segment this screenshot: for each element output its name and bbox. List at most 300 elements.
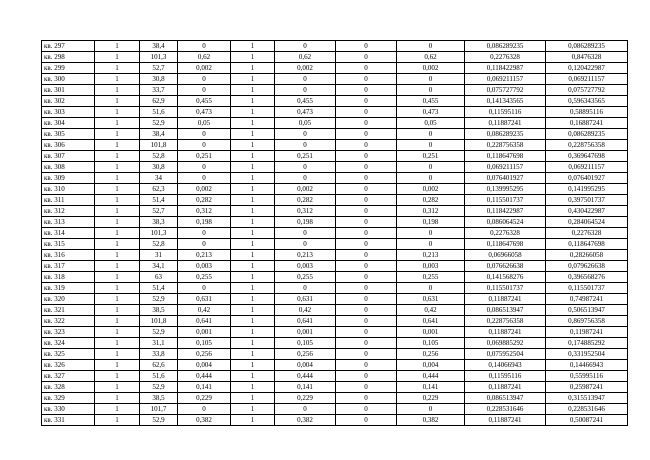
cell-value-d: 0 xyxy=(397,283,465,294)
cell-value-d: 0,001 xyxy=(397,327,465,338)
cell-value-c: 0 xyxy=(336,118,397,129)
cell-value-a: 0 xyxy=(178,228,231,239)
cell-total: 0,228756358 xyxy=(546,140,628,151)
table-row xyxy=(42,85,628,96)
cell-count: 1 xyxy=(95,206,140,217)
cell-apartment: кв. 328 xyxy=(42,382,95,393)
cell-value-b: 0 xyxy=(275,404,336,415)
cell-coef: 1 xyxy=(231,96,275,107)
cell-apartment: кв. 307 xyxy=(42,151,95,162)
table-row xyxy=(42,404,628,415)
cell-value-e: 0,086289235 xyxy=(465,129,546,140)
cell-coef: 1 xyxy=(231,217,275,228)
cell-value-b: 0,382 xyxy=(275,415,336,426)
cell-total: 0,28266058 xyxy=(546,250,628,261)
cell-value-d: 0,002 xyxy=(397,184,465,195)
cell-apartment: кв. 329 xyxy=(42,393,95,404)
cell-value-d: 0,382 xyxy=(397,415,465,426)
cell-area: 31,1 xyxy=(140,338,178,349)
cell-total: 0,430422987 xyxy=(546,206,628,217)
cell-value-d: 0,002 xyxy=(397,63,465,74)
cell-count: 1 xyxy=(95,162,140,173)
cell-value-d: 0,05 xyxy=(397,118,465,129)
cell-coef: 1 xyxy=(231,261,275,272)
cell-value-b: 0 xyxy=(275,283,336,294)
cell-total: 0,50087241 xyxy=(546,415,628,426)
cell-count: 1 xyxy=(95,52,140,63)
cell-total: 0,174885292 xyxy=(546,338,628,349)
cell-value-b: 0 xyxy=(275,129,336,140)
cell-value-d: 0,105 xyxy=(397,338,465,349)
cell-value-d: 0,004 xyxy=(397,360,465,371)
cell-value-a: 0,05 xyxy=(178,118,231,129)
cell-value-d: 0 xyxy=(397,85,465,96)
cell-coef: 1 xyxy=(231,360,275,371)
cell-value-e: 0,086513947 xyxy=(465,305,546,316)
cell-value-e: 0,139995295 xyxy=(465,184,546,195)
cell-count: 1 xyxy=(95,85,140,96)
cell-area: 38,4 xyxy=(140,129,178,140)
cell-coef: 1 xyxy=(231,404,275,415)
cell-value-a: 0,382 xyxy=(178,415,231,426)
table-row xyxy=(42,239,628,250)
cell-value-e: 0,069211157 xyxy=(465,74,546,85)
cell-area: 62,3 xyxy=(140,184,178,195)
cell-area: 101,8 xyxy=(140,140,178,151)
cell-coef: 1 xyxy=(231,415,275,426)
cell-coef: 1 xyxy=(231,118,275,129)
cell-total: 0,069211157 xyxy=(546,162,628,173)
table-row xyxy=(42,41,628,52)
cell-count: 1 xyxy=(95,349,140,360)
cell-area: 34,1 xyxy=(140,261,178,272)
table-row xyxy=(42,140,628,151)
cell-value-c: 0 xyxy=(336,74,397,85)
cell-value-c: 0 xyxy=(336,107,397,118)
cell-value-a: 0 xyxy=(178,404,231,415)
cell-count: 1 xyxy=(95,107,140,118)
cell-total: 0,284064524 xyxy=(546,217,628,228)
cell-value-e: 0,075727792 xyxy=(465,85,546,96)
table-row xyxy=(42,63,628,74)
cell-area: 52,9 xyxy=(140,294,178,305)
cell-value-e: 0,118647698 xyxy=(465,151,546,162)
cell-apartment: кв. 331 xyxy=(42,415,95,426)
table-row xyxy=(42,195,628,206)
cell-value-c: 0 xyxy=(336,206,397,217)
cell-total: 0,58895116 xyxy=(546,107,628,118)
cell-count: 1 xyxy=(95,96,140,107)
table-row xyxy=(42,305,628,316)
cell-apartment: кв. 305 xyxy=(42,129,95,140)
cell-apartment: кв. 300 xyxy=(42,74,95,85)
cell-value-c: 0 xyxy=(336,96,397,107)
cell-value-b: 0 xyxy=(275,162,336,173)
cell-coef: 1 xyxy=(231,338,275,349)
cell-value-d: 0 xyxy=(397,404,465,415)
cell-area: 52,8 xyxy=(140,151,178,162)
cell-apartment: кв. 314 xyxy=(42,228,95,239)
cell-area: 33,8 xyxy=(140,349,178,360)
cell-total: 0,74987241 xyxy=(546,294,628,305)
cell-total: 0,118647698 xyxy=(546,239,628,250)
cell-area: 31 xyxy=(140,250,178,261)
cell-count: 1 xyxy=(95,294,140,305)
cell-count: 1 xyxy=(95,140,140,151)
cell-value-a: 0 xyxy=(178,85,231,96)
table-row xyxy=(42,173,628,184)
cell-count: 1 xyxy=(95,41,140,52)
cell-coef: 1 xyxy=(231,327,275,338)
cell-apartment: кв. 326 xyxy=(42,360,95,371)
cell-value-d: 0,473 xyxy=(397,107,465,118)
cell-value-b: 0,213 xyxy=(275,250,336,261)
cell-coef: 1 xyxy=(231,305,275,316)
cell-value-e: 0,06966058 xyxy=(465,250,546,261)
cell-value-c: 0 xyxy=(336,415,397,426)
table-row xyxy=(42,250,628,261)
cell-value-d: 0,003 xyxy=(397,261,465,272)
cell-value-b: 0,141 xyxy=(275,382,336,393)
cell-area: 38,5 xyxy=(140,305,178,316)
cell-value-e: 0,118422987 xyxy=(465,206,546,217)
cell-value-e: 0,086513947 xyxy=(465,393,546,404)
cell-value-a: 0 xyxy=(178,129,231,140)
cell-total: 0,16887241 xyxy=(546,118,628,129)
cell-value-c: 0 xyxy=(336,162,397,173)
cell-value-c: 0 xyxy=(336,239,397,250)
cell-value-a: 0,455 xyxy=(178,96,231,107)
cell-count: 1 xyxy=(95,327,140,338)
cell-value-a: 0 xyxy=(178,173,231,184)
table-row xyxy=(42,316,628,327)
cell-value-e: 0,115501737 xyxy=(465,195,546,206)
cell-value-d: 0,198 xyxy=(397,217,465,228)
cell-value-b: 0,05 xyxy=(275,118,336,129)
cell-coef: 1 xyxy=(231,195,275,206)
cell-count: 1 xyxy=(95,129,140,140)
cell-area: 38,3 xyxy=(140,217,178,228)
cell-value-c: 0 xyxy=(336,41,397,52)
cell-total: 0,076401927 xyxy=(546,173,628,184)
cell-coef: 1 xyxy=(231,184,275,195)
cell-coef: 1 xyxy=(231,272,275,283)
cell-value-e: 0,086289235 xyxy=(465,41,546,52)
cell-apartment: кв. 323 xyxy=(42,327,95,338)
cell-value-d: 0,62 xyxy=(397,52,465,63)
cell-value-a: 0,42 xyxy=(178,305,231,316)
table-row xyxy=(42,107,628,118)
cell-coef: 1 xyxy=(231,382,275,393)
cell-total: 0,25987241 xyxy=(546,382,628,393)
cell-value-a: 0,213 xyxy=(178,250,231,261)
cell-total: 0,8476328 xyxy=(546,52,628,63)
cell-value-b: 0,198 xyxy=(275,217,336,228)
cell-apartment: кв. 310 xyxy=(42,184,95,195)
cell-count: 1 xyxy=(95,173,140,184)
cell-value-e: 0,118647698 xyxy=(465,239,546,250)
table-row xyxy=(42,393,628,404)
cell-area: 30,8 xyxy=(140,162,178,173)
cell-value-b: 0,455 xyxy=(275,96,336,107)
cell-apartment: кв. 313 xyxy=(42,217,95,228)
cell-value-e: 0,076401927 xyxy=(465,173,546,184)
cell-value-c: 0 xyxy=(336,250,397,261)
cell-area: 30,8 xyxy=(140,74,178,85)
cell-total: 0,396568276 xyxy=(546,272,628,283)
cell-count: 1 xyxy=(95,415,140,426)
cell-value-a: 0,473 xyxy=(178,107,231,118)
cell-value-d: 0 xyxy=(397,239,465,250)
cell-value-e: 0,11887241 xyxy=(465,382,546,393)
cell-total: 0,120422987 xyxy=(546,63,628,74)
cell-area: 52,9 xyxy=(140,118,178,129)
cell-value-d: 0,229 xyxy=(397,393,465,404)
cell-value-b: 0 xyxy=(275,239,336,250)
cell-value-d: 0 xyxy=(397,41,465,52)
cell-value-d: 0 xyxy=(397,173,465,184)
cell-value-b: 0 xyxy=(275,85,336,96)
cell-value-d: 0,312 xyxy=(397,206,465,217)
cell-value-b: 0,631 xyxy=(275,294,336,305)
cell-coef: 1 xyxy=(231,316,275,327)
cell-value-b: 0,256 xyxy=(275,349,336,360)
cell-total: 0,315513947 xyxy=(546,393,628,404)
cell-area: 63 xyxy=(140,272,178,283)
cell-count: 1 xyxy=(95,393,140,404)
cell-value-e: 0,076626638 xyxy=(465,261,546,272)
cell-count: 1 xyxy=(95,272,140,283)
cell-value-e: 0,069211157 xyxy=(465,162,546,173)
cell-total: 0,14466943 xyxy=(546,360,628,371)
cell-value-a: 0,003 xyxy=(178,261,231,272)
cell-value-a: 0 xyxy=(178,74,231,85)
cell-area: 38,4 xyxy=(140,41,178,52)
cell-count: 1 xyxy=(95,261,140,272)
cell-coef: 1 xyxy=(231,52,275,63)
table-row xyxy=(42,360,628,371)
cell-value-c: 0 xyxy=(336,173,397,184)
cell-value-c: 0 xyxy=(336,349,397,360)
cell-total: 0,55995116 xyxy=(546,371,628,382)
cell-area: 62,6 xyxy=(140,360,178,371)
cell-value-a: 0 xyxy=(178,283,231,294)
cell-value-d: 0,251 xyxy=(397,151,465,162)
cell-value-d: 0 xyxy=(397,228,465,239)
cell-value-a: 0,312 xyxy=(178,206,231,217)
cell-total: 0,397501737 xyxy=(546,195,628,206)
cell-value-e: 0,115501737 xyxy=(465,283,546,294)
cell-value-a: 0,255 xyxy=(178,272,231,283)
table-row xyxy=(42,349,628,360)
cell-value-c: 0 xyxy=(336,272,397,283)
cell-value-c: 0 xyxy=(336,316,397,327)
cell-value-c: 0 xyxy=(336,151,397,162)
cell-value-d: 0,255 xyxy=(397,272,465,283)
cell-value-d: 0,282 xyxy=(397,195,465,206)
cell-value-b: 0,255 xyxy=(275,272,336,283)
cell-coef: 1 xyxy=(231,41,275,52)
cell-value-d: 0,141 xyxy=(397,382,465,393)
cell-value-b: 0,003 xyxy=(275,261,336,272)
document-sheet xyxy=(41,40,628,426)
data-table xyxy=(41,40,628,426)
cell-value-e: 0,11887241 xyxy=(465,415,546,426)
cell-coef: 1 xyxy=(231,151,275,162)
cell-apartment: кв. 330 xyxy=(42,404,95,415)
cell-area: 52,9 xyxy=(140,415,178,426)
cell-value-c: 0 xyxy=(336,129,397,140)
table-row xyxy=(42,118,628,129)
table-row xyxy=(42,327,628,338)
cell-value-b: 0 xyxy=(275,41,336,52)
cell-value-c: 0 xyxy=(336,184,397,195)
table-row xyxy=(42,217,628,228)
cell-value-d: 0,641 xyxy=(397,316,465,327)
cell-value-c: 0 xyxy=(336,261,397,272)
cell-total: 0,869756358 xyxy=(546,316,628,327)
cell-value-c: 0 xyxy=(336,382,397,393)
cell-coef: 1 xyxy=(231,74,275,85)
cell-count: 1 xyxy=(95,217,140,228)
cell-total: 0,141995295 xyxy=(546,184,628,195)
cell-apartment: кв. 312 xyxy=(42,206,95,217)
cell-coef: 1 xyxy=(231,349,275,360)
cell-total: 0,506513947 xyxy=(546,305,628,316)
cell-value-c: 0 xyxy=(336,305,397,316)
cell-value-a: 0,105 xyxy=(178,338,231,349)
cell-total: 0,596343565 xyxy=(546,96,628,107)
cell-value-a: 0,444 xyxy=(178,371,231,382)
table-row xyxy=(42,52,628,63)
table-row xyxy=(42,74,628,85)
cell-value-b: 0 xyxy=(275,173,336,184)
cell-coef: 1 xyxy=(231,239,275,250)
cell-coef: 1 xyxy=(231,107,275,118)
table-row xyxy=(42,261,628,272)
cell-value-e: 0,2276328 xyxy=(465,228,546,239)
cell-count: 1 xyxy=(95,74,140,85)
cell-area: 51,4 xyxy=(140,195,178,206)
cell-value-a: 0,641 xyxy=(178,316,231,327)
table-row xyxy=(42,382,628,393)
cell-value-a: 0,002 xyxy=(178,184,231,195)
cell-total: 0,2276328 xyxy=(546,228,628,239)
cell-count: 1 xyxy=(95,184,140,195)
cell-value-e: 0,11887241 xyxy=(465,327,546,338)
cell-value-c: 0 xyxy=(336,393,397,404)
cell-total: 0,11987241 xyxy=(546,327,628,338)
cell-count: 1 xyxy=(95,404,140,415)
cell-value-e: 0,141568276 xyxy=(465,272,546,283)
cell-count: 1 xyxy=(95,283,140,294)
table-row xyxy=(42,415,628,426)
table-row xyxy=(42,184,628,195)
cell-area: 52,9 xyxy=(140,327,178,338)
cell-count: 1 xyxy=(95,371,140,382)
cell-coef: 1 xyxy=(231,129,275,140)
cell-area: 101,8 xyxy=(140,316,178,327)
cell-coef: 1 xyxy=(231,228,275,239)
table-row xyxy=(42,283,628,294)
cell-area: 101,3 xyxy=(140,52,178,63)
cell-coef: 1 xyxy=(231,85,275,96)
cell-total: 0,075727792 xyxy=(546,85,628,96)
cell-count: 1 xyxy=(95,250,140,261)
cell-value-c: 0 xyxy=(336,371,397,382)
cell-apartment: кв. 322 xyxy=(42,316,95,327)
cell-value-e: 0,069885292 xyxy=(465,338,546,349)
cell-value-d: 0 xyxy=(397,162,465,173)
cell-count: 1 xyxy=(95,63,140,74)
cell-value-b: 0,282 xyxy=(275,195,336,206)
cell-coef: 1 xyxy=(231,206,275,217)
cell-coef: 1 xyxy=(231,294,275,305)
cell-coef: 1 xyxy=(231,63,275,74)
cell-value-a: 0,631 xyxy=(178,294,231,305)
cell-count: 1 xyxy=(95,360,140,371)
cell-count: 1 xyxy=(95,118,140,129)
cell-apartment: кв. 302 xyxy=(42,96,95,107)
cell-apartment: кв. 325 xyxy=(42,349,95,360)
cell-value-a: 0,62 xyxy=(178,52,231,63)
cell-apartment: кв. 306 xyxy=(42,140,95,151)
cell-value-a: 0,198 xyxy=(178,217,231,228)
cell-count: 1 xyxy=(95,338,140,349)
cell-value-d: 0 xyxy=(397,74,465,85)
cell-value-e: 0,075952504 xyxy=(465,349,546,360)
cell-count: 1 xyxy=(95,151,140,162)
cell-value-e: 0,11887241 xyxy=(465,118,546,129)
cell-value-e: 0,141343565 xyxy=(465,96,546,107)
cell-area: 51,4 xyxy=(140,283,178,294)
cell-count: 1 xyxy=(95,239,140,250)
cell-value-d: 0,42 xyxy=(397,305,465,316)
cell-value-b: 0,251 xyxy=(275,151,336,162)
cell-coef: 1 xyxy=(231,162,275,173)
cell-value-b: 0,62 xyxy=(275,52,336,63)
cell-area: 51,6 xyxy=(140,371,178,382)
cell-value-d: 0 xyxy=(397,140,465,151)
table-row xyxy=(42,294,628,305)
cell-value-c: 0 xyxy=(336,360,397,371)
cell-area: 33,7 xyxy=(140,85,178,96)
cell-value-e: 0,11887241 xyxy=(465,294,546,305)
cell-value-a: 0,002 xyxy=(178,63,231,74)
table-row xyxy=(42,371,628,382)
cell-apartment: кв. 297 xyxy=(42,41,95,52)
cell-apartment: кв. 299 xyxy=(42,63,95,74)
cell-area: 51,6 xyxy=(140,107,178,118)
cell-value-d: 0,631 xyxy=(397,294,465,305)
table-row xyxy=(42,206,628,217)
cell-apartment: кв. 324 xyxy=(42,338,95,349)
cell-value-c: 0 xyxy=(336,327,397,338)
cell-apartment: кв. 301 xyxy=(42,85,95,96)
cell-value-e: 0,228756358 xyxy=(465,316,546,327)
cell-value-d: 0,455 xyxy=(397,96,465,107)
cell-count: 1 xyxy=(95,305,140,316)
cell-total: 0,115501737 xyxy=(546,283,628,294)
cell-total: 0,086289235 xyxy=(546,129,628,140)
cell-value-a: 0,282 xyxy=(178,195,231,206)
cell-value-b: 0,42 xyxy=(275,305,336,316)
table-row xyxy=(42,96,628,107)
cell-area: 52,9 xyxy=(140,382,178,393)
cell-value-b: 0,001 xyxy=(275,327,336,338)
cell-area: 62,9 xyxy=(140,96,178,107)
cell-value-b: 0,473 xyxy=(275,107,336,118)
